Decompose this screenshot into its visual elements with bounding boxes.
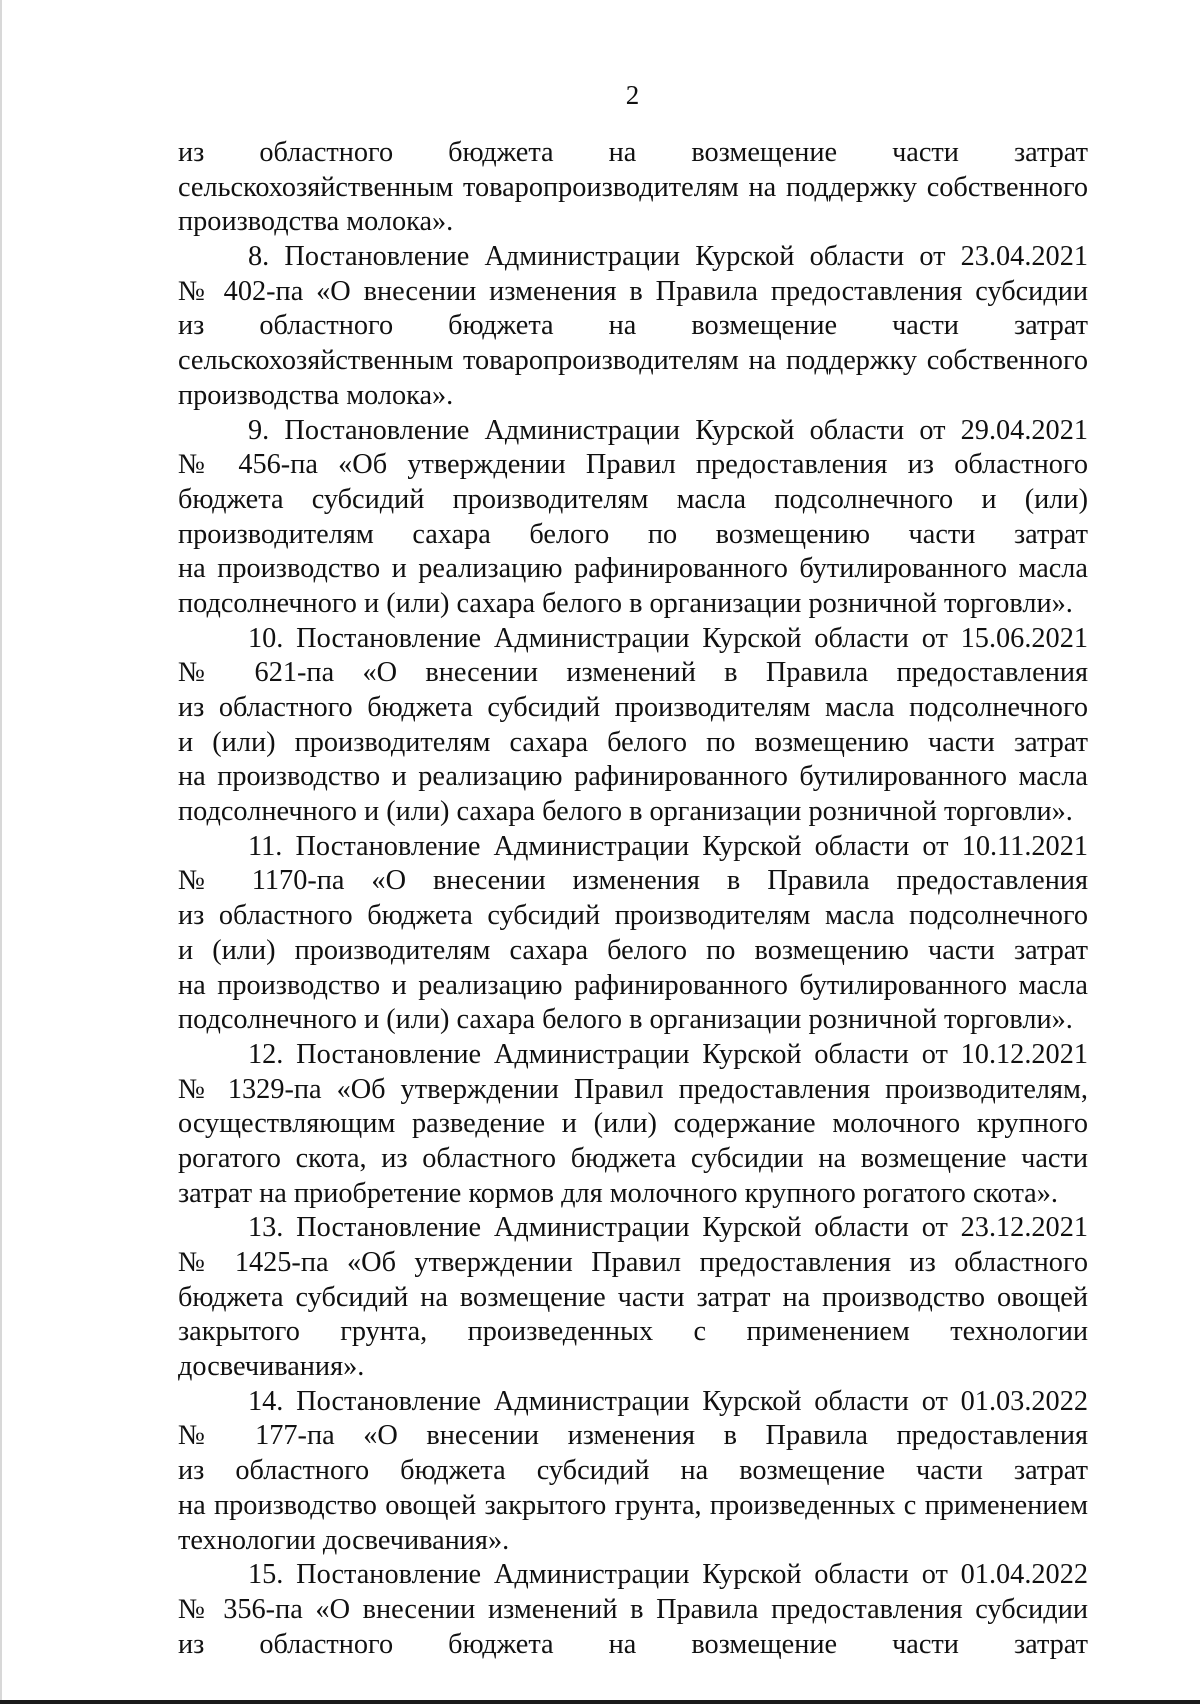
text-line: досвечивания». bbox=[178, 1351, 365, 1383]
text-line: из областного бюджета субсидий производителям масла подсолнечного bbox=[178, 692, 1088, 723]
text-line: осуществляющим разведение и (или) содержание молочного крупного bbox=[178, 1108, 1088, 1140]
text-line: 9. Постановление Администрации Курской области от 29.04.2021 bbox=[248, 414, 1088, 446]
text-line: производства молока». bbox=[178, 206, 454, 238]
text-line: закрытого грунта, произведенных с применением технологии bbox=[178, 1316, 1088, 1348]
text-line: № 402-па «О внесении изменения в Правила предоставления субсидии bbox=[178, 275, 1088, 307]
text-line: № 356-па «О внесении изменений в Правила предоставления субсидии bbox=[178, 1593, 1088, 1625]
text-line: сельскохозяйственным товаропроизводителям на поддержку собственного bbox=[178, 171, 1088, 203]
text-line: на производство овощей закрытого грунта, произведенных с применением bbox=[178, 1489, 1088, 1521]
text-line: затрат на приобретение кормов для молочного крупного рогатого скота». bbox=[178, 1177, 1058, 1209]
text-line: подсолнечного и (или) сахара белого в организации розничной торговли». bbox=[178, 1004, 1073, 1036]
text-line: из областного бюджета субсидий на возмещение части затрат bbox=[178, 1455, 1088, 1487]
text-line: 10. Постановление Администрации Курской области от 15.06.2021 bbox=[248, 622, 1088, 654]
text-line: и (или) производителям сахара белого по возмещению части затрат bbox=[178, 934, 1088, 966]
text-line: производителям сахара белого по возмещению части затрат bbox=[178, 518, 1088, 550]
text-line: из областного бюджета на возмещение части затрат bbox=[178, 310, 1088, 342]
page-number: 2 bbox=[625, 80, 640, 110]
text-line: подсолнечного и (или) сахара белого в организации розничной торговли». bbox=[178, 796, 1073, 828]
text-line: из областного бюджета субсидий производителям масла подсолнечного bbox=[178, 900, 1088, 932]
text-line: производства молока». bbox=[178, 379, 454, 411]
text-line: № 1170-па «О внесении изменения в Правила предоставления bbox=[178, 865, 1088, 897]
text-line: № 621-па «О внесении изменений в Правила предоставления bbox=[178, 657, 1088, 689]
text-line: из областного бюджета на возмещение части затрат bbox=[178, 1628, 1088, 1660]
text-line: бюджета субсидий на возмещение части затрат на производство овощей bbox=[178, 1281, 1088, 1313]
text-line: на производство и реализацию рафинированного бутилированного масла bbox=[178, 553, 1088, 585]
text-line: 13. Постановление Администрации Курской области от 23.12.2021 bbox=[248, 1212, 1088, 1244]
text-line: на производство и реализацию рафинированного бутилированного масла bbox=[178, 761, 1088, 793]
text-line: 14. Постановление Администрации Курской области от 01.03.2022 bbox=[248, 1385, 1088, 1417]
text-line: из областного бюджета на возмещение части затрат bbox=[178, 137, 1088, 168]
text-line: № 456-па «Об утверждении Правил предоставления из областного bbox=[178, 449, 1088, 481]
text-line: 15. Постановление Администрации Курской области от 01.04.2022 bbox=[248, 1559, 1088, 1591]
text-line: подсолнечного и (или) сахара белого в организации розничной торговли». bbox=[178, 587, 1073, 619]
text-line: бюджета субсидий производителям масла подсолнечного и (или) bbox=[178, 483, 1088, 515]
text-line: и (или) производителям сахара белого по возмещению части затрат bbox=[178, 726, 1088, 758]
text-line: 11. Постановление Администрации Курской области от 10.11.2021 bbox=[248, 830, 1088, 862]
scan-edge-bottom bbox=[0, 1700, 1200, 1704]
text-line: 12. Постановление Администрации Курской области от 10.12.2021 bbox=[248, 1038, 1088, 1070]
text-line: № 177-па «О внесении изменения в Правила предоставления bbox=[178, 1420, 1088, 1452]
text-line: на производство и реализацию рафинированного бутилированного масла bbox=[178, 969, 1088, 1001]
text-line: рогатого скота, из областного бюджета субсидии на возмещение части bbox=[178, 1142, 1088, 1174]
text-line: сельскохозяйственным товаропроизводителям на поддержку собственного bbox=[178, 345, 1088, 377]
document-body bbox=[178, 136, 1088, 1662]
text-line: № 1425-па «Об утверждении Правил предоставления из областного bbox=[178, 1247, 1088, 1278]
text-line: № 1329-па «Об утверждении Правил предоставления производителям, bbox=[178, 1073, 1088, 1105]
text-line: 8. Постановление Администрации Курской области от 23.04.2021 bbox=[248, 241, 1088, 273]
scan-edge-left bbox=[0, 0, 2, 1704]
text-line: технологии досвечивания». bbox=[178, 1524, 510, 1556]
